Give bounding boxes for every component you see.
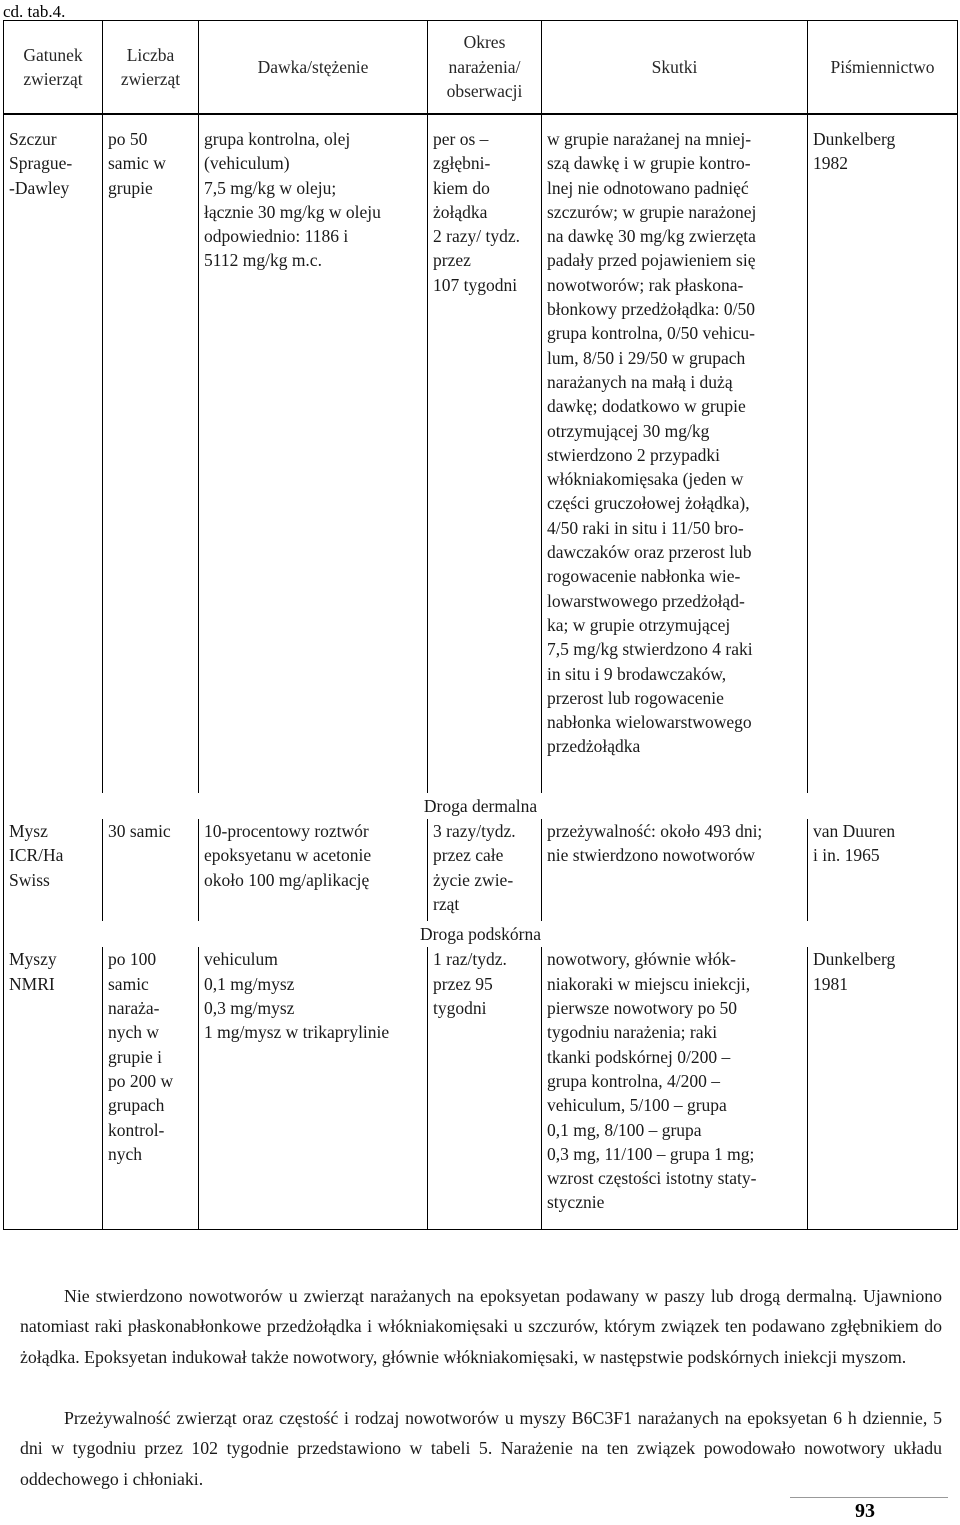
cell-count: po 100 samic naraża- nych w grupie i po 200 w grupach kontrol- nych (103, 947, 199, 1229)
table-row (4, 819, 958, 921)
header-species: Gatunek zwierząt (4, 21, 103, 115)
cell-species: Szczur Sprague- -Dawley (4, 114, 103, 793)
cell-references: Dunkelberg 1981 (808, 947, 958, 1229)
cell-effects: w grupie narażanej na mniej- szą dawkę i w grupie kontro- lnej nie odnotowano padnięć szczurów; w grupie narażonej na dawkę 30 mg/kg zwierzęta padały przed pojawieniem się nowotworów; rak płaskona- błonkowy przedżołądka: 0/50 grupa kontrolna, 0/50 vehicu- lum, 8/50 i 29/50 w grupach narażanych na małą i dużą dawkę; dodatkowo w grupie otrzymującej 30 mg/kg stwierdzono 2 przypadki włókniakomięsaka (jeden w części gruczołowej żołądka), 4/50 raki in situ i 11/50 bro- dawczaków oraz przerost lub rogowacenie nabłonka wie- lowarstwowego przedżołąd- ka; w grupie otrzymującej 7,5 mg/kg stwierdzono 4 raki in situ i 9 brodawczaków, przerost lub rogowacenie nabłonka wielowarstwowego przedżołądka (542, 114, 808, 793)
route-separator-row (4, 793, 958, 819)
header-period: Okres narażenia/ obserwacji (428, 21, 542, 115)
cell-period: 3 razy/tydz. przez całe życie zwie- rząt (428, 819, 542, 921)
footer-rule (790, 1497, 948, 1498)
continuation-label: cd. tab.4. (3, 2, 66, 21)
cell-period: per os – zgłębni- kiem do żołądka 2 razy/ tydz. przez 107 tygodni (428, 114, 542, 793)
route-separator-dermal: Droga dermalna (4, 793, 958, 819)
header-references: Piśmiennictwo (808, 21, 958, 115)
cell-species: Myszy NMRI (4, 947, 103, 1229)
cell-references: Dunkelberg 1982 (808, 114, 958, 793)
toxicity-table (3, 20, 958, 1230)
cell-dose: grupa kontrolna, olej (vehiculum) 7,5 mg/kg w oleju; łącznie 30 mg/kg w oleju odpowiednio: 1186 i 5112 mg/kg m.c. (199, 114, 428, 793)
cell-species: Mysz ICR/Ha Swiss (4, 819, 103, 921)
cell-effects: przeżywalność: około 493 dni; nie stwierdzono nowotworów (542, 819, 808, 921)
cell-period: 1 raz/tydz. przez 95 tygodni (428, 947, 542, 1229)
page-number: 93 (855, 1500, 875, 1522)
route-separator-subcutaneous: Droga podskórna (4, 921, 958, 947)
body-paragraph: Przeżywalność zwierząt oraz częstość i rodzaj nowotworów u myszy B6C3F1 narażanych na epoksyetan 6 h dziennie, 5 dni w tygodniu przez 102 tygodnie przedstawiono w tabeli 5. Narażenie na ten związek powodowało nowotwory układu oddechowego i chłoniaki. (20, 1407, 942, 1489)
route-separator-row (4, 921, 958, 947)
table-row (4, 114, 958, 793)
body-paragraph: Nie stwierdzono nowotworów u zwierząt narażanych na epoksyetan podawany w paszy lub drogą dermalną. Ujawniono natomiast raki płaskonabłonkowe przedżołądka i włókniakomięsaki u szczurów, którym związek ten podawano zgłębnikiem do żołądka. Epoksyetan indukował także nowotwory, głównie włókniakomięsaki, w następstwie podskórnych iniekcji myszom. (20, 1285, 942, 1367)
header-effects: Skutki (542, 21, 808, 115)
header-dose: Dawka/stężenie (199, 21, 428, 115)
cell-count: 30 samic (103, 819, 199, 921)
table-header-row (4, 21, 958, 115)
cell-count: po 50 samic w grupie (103, 114, 199, 793)
cell-dose: 10-procentowy roztwór epoksyetanu w acetonie około 100 mg/aplikację (199, 819, 428, 921)
cell-references: van Duuren i in. 1965 (808, 819, 958, 921)
cell-effects: nowotwory, głównie włók- niakoraki w miejscu iniekcji, pierwsze nowotwory po 50 tygodniu narażenia; raki tkanki podskórnej 0/200 – grupa kontrolna, 4/200 – vehiculum, 5/100 – grupa 0,1 mg, 8/100 – grupa 0,3 mg, 11/100 – grupa 1 mg; wzrost częstości istotny staty- stycznie (542, 947, 808, 1229)
cell-dose: vehiculum 0,1 mg/mysz 0,3 mg/mysz 1 mg/mysz w trikaprylinie (199, 947, 428, 1229)
header-count: Liczba zwierząt (103, 21, 199, 115)
table-row (4, 947, 958, 1229)
